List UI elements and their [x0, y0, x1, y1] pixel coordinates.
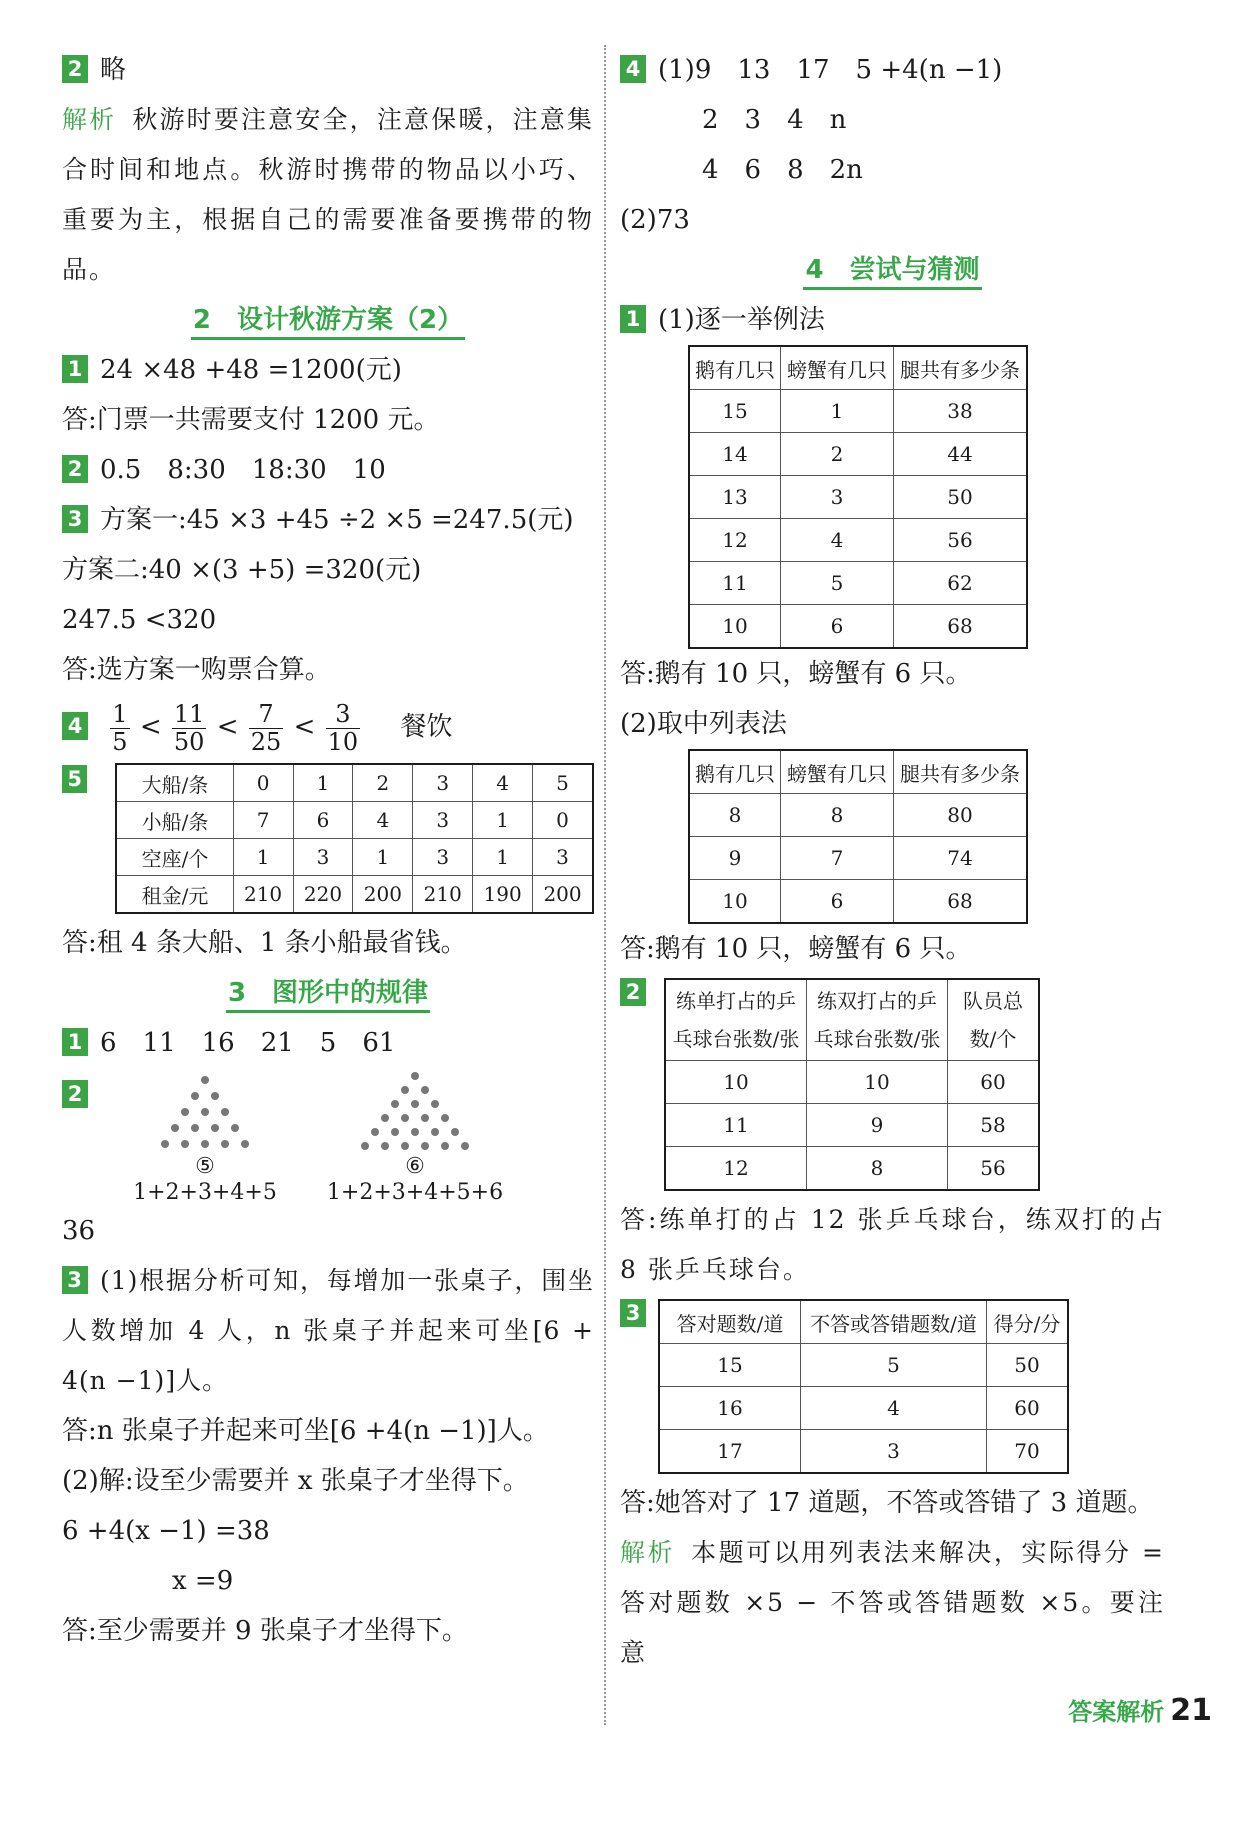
s2-answer-1: 答:门票一共需要支付 1200 元。: [62, 405, 440, 435]
fraction: $\frac{7}{25}$: [250, 700, 282, 756]
section-title-4: 4 尝试与猜测: [620, 245, 1165, 295]
table-row: 大船/条 0 1 2 3 4 5: [116, 764, 593, 802]
s3-answer-3-2: 答:至少需要并 9 张桌子才坐得下。: [62, 1616, 468, 1646]
table-row: 租金/元 210 220 200 210 190 200: [116, 876, 593, 914]
table-row: 12 8 56: [665, 1147, 1039, 1191]
page-footer: [1068, 1692, 1212, 1728]
q4-line-4: (2)73: [620, 205, 690, 235]
question-number: 2: [62, 55, 88, 83]
quiz-score-table: [658, 1299, 1069, 1474]
table-row: 10 10 60: [665, 1061, 1039, 1104]
dot-triangle-6: [350, 1070, 480, 1154]
s2-answer-3: 答:选方案一购票合算。: [62, 655, 331, 685]
analysis-paragraph: 解析 秋游时要注意安全，注意保暖，注意集合时间和地点。秋游时携带的物品以小巧、重要为主，根据自己的需要准备要携带的物品。: [62, 105, 594, 284]
question-2: 2 略: [62, 45, 594, 95]
s3-equation-1: 6 +4(x −1) =38: [62, 1516, 270, 1546]
s3-part-2: (2)解:设至少需要并 x 张桌子才坐得下。: [62, 1466, 529, 1496]
table-header-row: 鹅有几只 螃蟹有几只 腿共有多少条: [689, 750, 1027, 794]
s3-question-2: 2 ⑤ 1+2+3+4+5 ⑥ 1+2+3+4+5+6: [62, 1070, 594, 1206]
s2-compare: 247.5 <320: [62, 605, 217, 635]
s3-question-3: 3 (1)根据分析可知，每增加一张桌子，围坐人数增加 4 人，n 张桌子并起来可坐[6 + 4(n −1)]人。: [62, 1266, 594, 1395]
s4-question-1: 1 (1)逐一举例法: [620, 295, 1165, 345]
s4-answer-1: 答:鹅有 10 只，螃蟹有 6 只。: [620, 659, 972, 689]
q4-line-2: 2 3 4 n: [702, 105, 847, 135]
analysis-tag: 解析: [620, 1538, 676, 1567]
table-row: 小船/条 7 6 4 3 1 0: [116, 802, 593, 839]
goose-crab-table-1: [688, 345, 1028, 649]
table-row: 空座/个 1 3 1 3 1 3: [116, 839, 593, 876]
s3-answer-2: 36: [62, 1216, 96, 1246]
column-divider: [604, 45, 606, 1725]
fraction: $\frac{3}{10}$: [327, 700, 359, 756]
s2-plan-2: 方案二:40 ×(3 +5) =320(元): [62, 555, 422, 585]
table-row: 8 8 80: [689, 794, 1027, 837]
boat-table: [115, 763, 594, 914]
s4-answer-q3: 答:她答对了 17 道题，不答或答错了 3 道题。: [620, 1488, 1154, 1518]
table-row: 16 4 60: [659, 1387, 1068, 1430]
s4-answer-2: 答:鹅有 10 只，螃蟹有 6 只。: [620, 934, 972, 964]
goose-crab-table-2: [688, 749, 1028, 924]
section-title-2: 2 设计秋游方案（2）: [62, 295, 594, 345]
table-header-row: 练单打占的乒 乓球台张数/张 练双打占的乒 乓球台张数/张 队员总 数/个: [665, 979, 1039, 1061]
table-row: 10 6 68: [689, 605, 1027, 649]
table-row: 10 6 68: [689, 880, 1027, 924]
table-row: 9 7 74: [689, 837, 1027, 880]
s4-analysis: 解析 本题可以用列表法来解决，实际得分 =答对题数 ×5 − 不答或答错题数 ×5。要注意: [620, 1538, 1165, 1667]
left-column: [62, 45, 594, 1656]
table-header-row: 答对题数/道 不答或答错题数/道 得分/分: [659, 1300, 1068, 1344]
s4-method-2: (2)取中列表法: [620, 709, 787, 739]
table-header-row: 鹅有几只 螃蟹有几只 腿共有多少条: [689, 346, 1027, 390]
fraction: $\frac{11}{50}$: [173, 700, 205, 756]
s3-answer-3-1: 答:n 张桌子并起来可坐[6 +4(n −1)]人。: [62, 1416, 549, 1446]
q4-line-3: 4 6 8 2n: [702, 155, 863, 185]
dot-triangle-5: [150, 1070, 260, 1154]
s4-question-2: 2 练单打占的乒 乓球台张数/张 练双打占的乒 乓球台张数/张 队员总 数/个 10 10 60 11 9 58 12 8 56: [620, 978, 1165, 1191]
triangle-figure-5: ⑤ 1+2+3+4+5: [110, 1070, 300, 1206]
s2-answer-5: 答:租 4 条大船、1 条小船最省钱。: [62, 928, 467, 958]
right-column: [620, 45, 1165, 1678]
s2-question-2: 2 0.5 8:30 18:30 10: [62, 445, 594, 495]
page-number: 21: [1170, 1693, 1212, 1728]
triangle-figure-6: ⑥ 1+2+3+4+5+6: [320, 1070, 510, 1206]
table-row: 13 3 50: [689, 476, 1027, 519]
s4-question-3: 3 答对题数/道 不答或答错题数/道 得分/分 15 5 50 16 4 60 17 3 70: [620, 1299, 1165, 1474]
table-row: 15 5 50: [659, 1344, 1068, 1387]
s2-question-4: 4 $\frac{1}{5}$ < $\frac{11}{50}$ < $\frac{7}{25}$ < $\frac{3}{10}$ 餐饮: [62, 695, 594, 759]
section-title-3: 3 图形中的规律: [62, 968, 594, 1018]
s3-question-1: 1 6 11 16 21 5 61: [62, 1018, 594, 1068]
table-row: 14 2 44: [689, 433, 1027, 476]
triangle-figures: [110, 1070, 594, 1206]
table-row: 12 4 56: [689, 519, 1027, 562]
fraction: $\frac{1}{5}$: [112, 700, 128, 756]
table-row: 11 9 58: [665, 1104, 1039, 1147]
table-row: 11 5 62: [689, 562, 1027, 605]
s2-question-3: 3 方案一:45 ×3 +45 ÷2 ×5 =247.5(元): [62, 495, 594, 545]
question-4: 4 (1)9 13 17 5 +4(n −1): [620, 45, 1165, 95]
s2-question-1: 1 24 ×48 +48 =1200(元): [62, 345, 594, 395]
s4-answer-q2: 答:练单打的占 12 张乒乓球台，练双打的占 8 张乒乓球台。: [620, 1205, 1165, 1284]
pingpong-table: [664, 978, 1040, 1191]
footer-label: 答案解析: [1068, 1698, 1165, 1726]
table-row: 15 1 38: [689, 390, 1027, 433]
analysis-tag: 解析: [62, 105, 117, 134]
s3-equation-2: x =9: [172, 1566, 234, 1596]
s2-question-5: 5 大船/条 0 1 2 3 4 5 小船/条 7 6 4 3 1 0 空座/个 1 3 1 3 1 3 租金/元 210 220 200 210 190 200: [62, 763, 594, 914]
table-row: 17 3 70: [659, 1430, 1068, 1474]
